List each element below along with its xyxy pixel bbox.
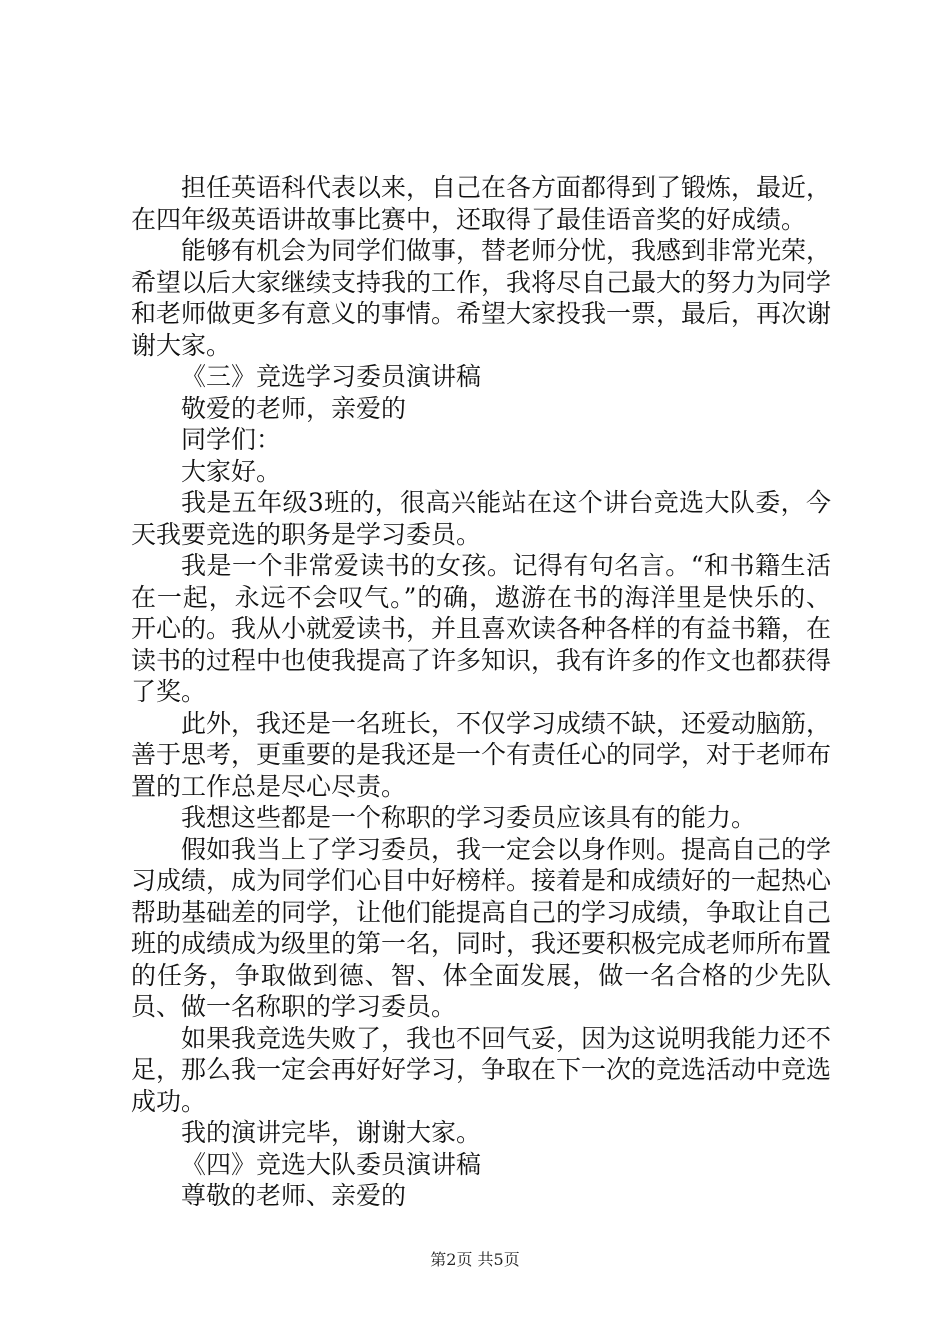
section-heading: 《三》竞选学习委员演讲稿 [181, 362, 482, 391]
page-number-label: 第2页 共5页 [430, 1250, 520, 1269]
paragraph: 假如我当上了学习委员，我一定会以身作则。提高自己的学习成绩，成为同学们心目中好榜样。接着是和成绩好的一起热心帮助基础差的同学，让他们能提高自己的学习成绩，争取让自己班的成绩成为级里的第一名，同时，我还要积极完成老师所布置的任务，争取做到德、智、体全面发展，做一名合格的少先队员、做一名称职的学习委员。 [131, 834, 832, 1021]
section-heading: 《四》竞选大队委员演讲稿 [181, 1149, 482, 1179]
closing-line: 我的演讲完毕，谢谢大家。 [181, 1118, 482, 1147]
paragraph: 我想这些都是一个称职的学习委员应该具有的能力。 [181, 803, 757, 832]
page-footer [0, 1250, 950, 1270]
paragraph: 担任英语科代表以来，自己在各方面都得到了锻炼，最近，在四年级英语讲故事比赛中，还取得了最佳语音奖的好成绩。 [131, 173, 832, 234]
paragraph: 能够有机会为同学们做事，替老师分忧，我感到非常光荣，希望以后大家继续支持我的工作，我将尽自己最大的努力为同学和老师做更多有意义的事情。希望大家投我一票，最后，再次谢谢大家。 [131, 236, 832, 360]
salutation-line: 敬爱的老师，亲爱的 [181, 393, 407, 423]
greeting-line: 大家好。 [181, 456, 282, 486]
paragraph: 我是一个非常爱读书的女孩。记得有句名言。“和书籍生活在一起，永远不会叹气。”的确，遨游在书的海洋里是快乐的、开心的。我从小就爱读书，并且喜欢读各种各样的有益书籍，在读书的过程中也使我提高了许多知识，我有许多的作文也都获得了奖。 [131, 551, 832, 706]
document-body [131, 172, 831, 1212]
paragraph: 此外，我还是一名班长，不仅学习成绩不缺，还爱动脑筋，善于思考，更重要的是我还是一个有责任心的同学，对于老师布置的工作总是尽心尽责。 [131, 708, 832, 801]
paragraph: 如果我竞选失败了，我也不回气妥，因为这说明我能力还不足，那么我一定会再好好学习，争取在下一次的竞选活动中竞选成功。 [131, 1023, 832, 1116]
salutation-line: 尊敬的老师、亲爱的 [181, 1181, 407, 1210]
paragraph: 我是五年级3班的，很高兴能站在这个讲台竞选大队委，今天我要竞选的职务是学习委员。 [131, 488, 831, 549]
salutation-line: 同学们： [181, 425, 282, 454]
